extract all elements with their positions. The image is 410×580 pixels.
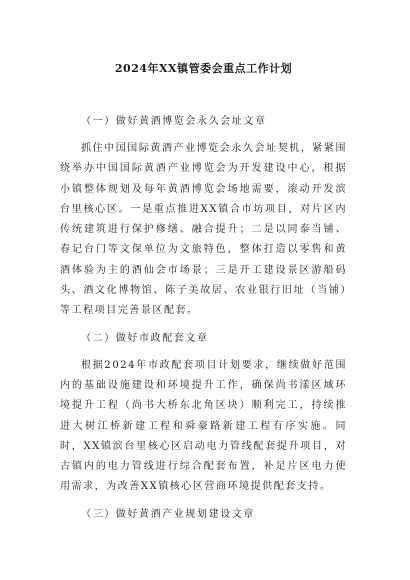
document-title: 2024年XX镇管委会重点工作计划 bbox=[114, 62, 293, 75]
section-paragraph-2: 根据2024年市政配套项目计划要求，继续做好范围内的基础设施建设和环境提升工作，确保尚书漾区域环境提升工程（尚书大桥东北角区块）顺利完工，持续推进大树江桥新建工程和舜豪路新建工程有序实施。同时，XX镇滨台里核心区启动电力管线配套提升项目，对古镇内的电力管线进行综合配套布置，补足片区电力使用需求，为改善XX镇核心区营商环境提供配套支持。 bbox=[60, 359, 347, 493]
section-heading-2: （二）做好市政配套文章 bbox=[81, 332, 209, 344]
section-heading-1: （一）做好黄酒博览会永久会址文章 bbox=[81, 116, 267, 127]
section-heading-3: （三）做好黄酒产业规划建设文章 bbox=[81, 508, 255, 520]
section-paragraph-1: 抓住中国国际黄酒产业博览会永久会址契机，紧紧围绕举办中国国际黄酒产业博览会为开发建设中心，根据小镇整体规划及每年黄酒博览会场地需要，滚动开发滨台里核心区。一是重点推进XX镇合市坊项目，对片区内传统建筑进行保护修缮、融合提升；二是以同泰当铺、春记台门等文保单位为文旅特色，整体打造以零售和黄酒体验为主的酒仙会市场景；三是开工建设景区游船码头、酒文化博物馆、陈子美故居、农业银行旧址（当铺）等工程项目完善景区配套。 bbox=[60, 143, 347, 317]
